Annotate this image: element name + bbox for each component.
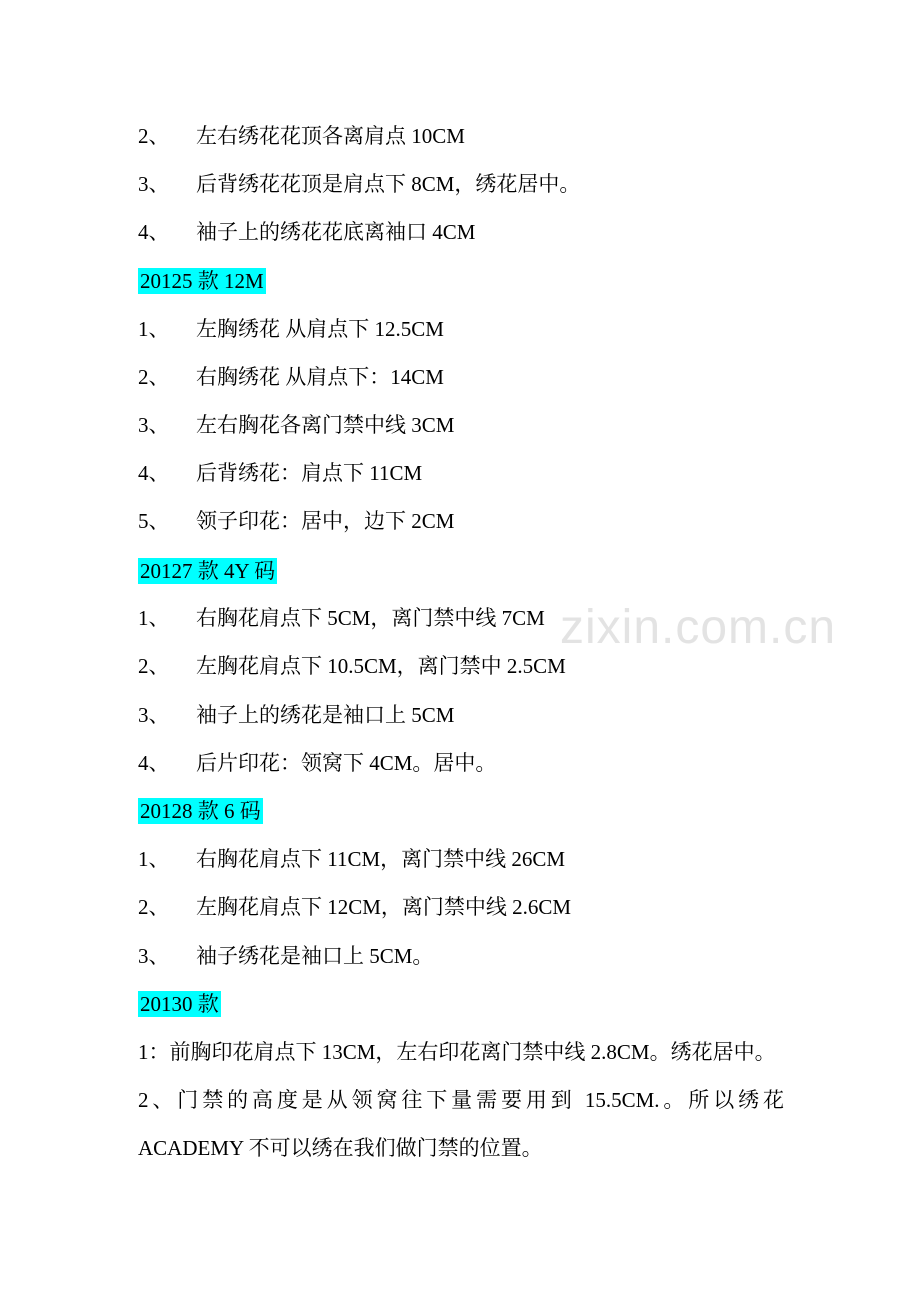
- list-item-text: 左右胸花各离门禁中线 3CM: [196, 413, 455, 437]
- list-item: [138, 458, 422, 488]
- list-item: [138, 362, 444, 392]
- list-item: [138, 844, 565, 874]
- list-item-text: 左右绣花花顶各离肩点 10CM: [196, 124, 465, 148]
- section-heading-20127: 20127 款 4Y 码: [140, 559, 276, 583]
- list-item-number: 3、: [138, 172, 170, 196]
- list-item-text: 左胸绣花 从肩点下 12.5CM: [196, 317, 444, 341]
- list-item-number: 2、: [138, 895, 170, 919]
- list-item-text: 后片印花：领窝下 4CM。居中。: [196, 751, 497, 775]
- list-item-text: 左胸花肩点下 10.5CM，离门禁中 2.5CM: [196, 654, 566, 678]
- list-item: [138, 651, 566, 681]
- list-item-number: 2、: [138, 654, 170, 678]
- list-item: [138, 169, 580, 199]
- list-item-text: 袖子绣花是袖口上 5CM。: [196, 944, 434, 968]
- list-item: [138, 410, 454, 440]
- paragraph: 1：前胸印花肩点下 13CM，左右印花离门禁中线 2.8CM。绣花居中。: [138, 1040, 776, 1064]
- list-item-number: 3、: [138, 703, 170, 727]
- section-heading-20130: 20130 款: [140, 992, 219, 1016]
- list-item-text: 袖子上的绣花是袖口上 5CM: [196, 703, 455, 727]
- list-item: [138, 603, 545, 633]
- list-item-text: 领子印花：居中，边下 2CM: [196, 509, 455, 533]
- list-item-text: 左胸花肩点下 12CM，离门禁中线 2.6CM: [196, 895, 572, 919]
- list-item-text: 右胸绣花 从肩点下：14CM: [196, 365, 444, 389]
- list-item: [138, 506, 454, 536]
- list-item-text: 右胸花肩点下 5CM，离门禁中线 7CM: [196, 606, 545, 630]
- paragraph: ACADEMY 不可以绣在我们做门禁的位置。: [138, 1136, 543, 1160]
- list-item: [138, 748, 496, 778]
- list-item: [138, 941, 433, 971]
- list-item-number: 1、: [138, 606, 170, 630]
- list-item: [138, 121, 465, 151]
- list-item-number: 4、: [138, 461, 170, 485]
- list-item-text: 袖子上的绣花花底离袖口 4CM: [196, 220, 476, 244]
- list-item-number: 4、: [138, 220, 170, 244]
- section-heading-20128: 20128 款 6 码: [140, 799, 261, 823]
- list-item-number: 5、: [138, 509, 170, 533]
- list-item: [138, 700, 454, 730]
- list-item: [138, 314, 444, 344]
- watermark: zixin.com.cn: [560, 601, 837, 654]
- section-heading-20125: 20125 款 12M: [140, 269, 264, 293]
- list-item-text: 后背绣花：肩点下 11CM: [196, 461, 423, 485]
- list-item-number: 2、: [138, 124, 170, 148]
- list-item-number: 3、: [138, 944, 170, 968]
- paragraph: 2、门禁的高度是从领窝往下量需要用到 15.5CM.。所以绣花: [138, 1088, 784, 1112]
- list-item: [138, 892, 571, 922]
- list-item-number: 2、: [138, 365, 170, 389]
- list-item-text: 右胸花肩点下 11CM，离门禁中线 26CM: [196, 847, 566, 871]
- list-item-number: 3、: [138, 413, 170, 437]
- list-item-number: 1、: [138, 847, 170, 871]
- list-item: [138, 217, 475, 247]
- list-item-text: 后背绣花花顶是肩点下 8CM，绣花居中。: [196, 172, 581, 196]
- list-item-number: 1、: [138, 317, 170, 341]
- list-item-number: 4、: [138, 751, 170, 775]
